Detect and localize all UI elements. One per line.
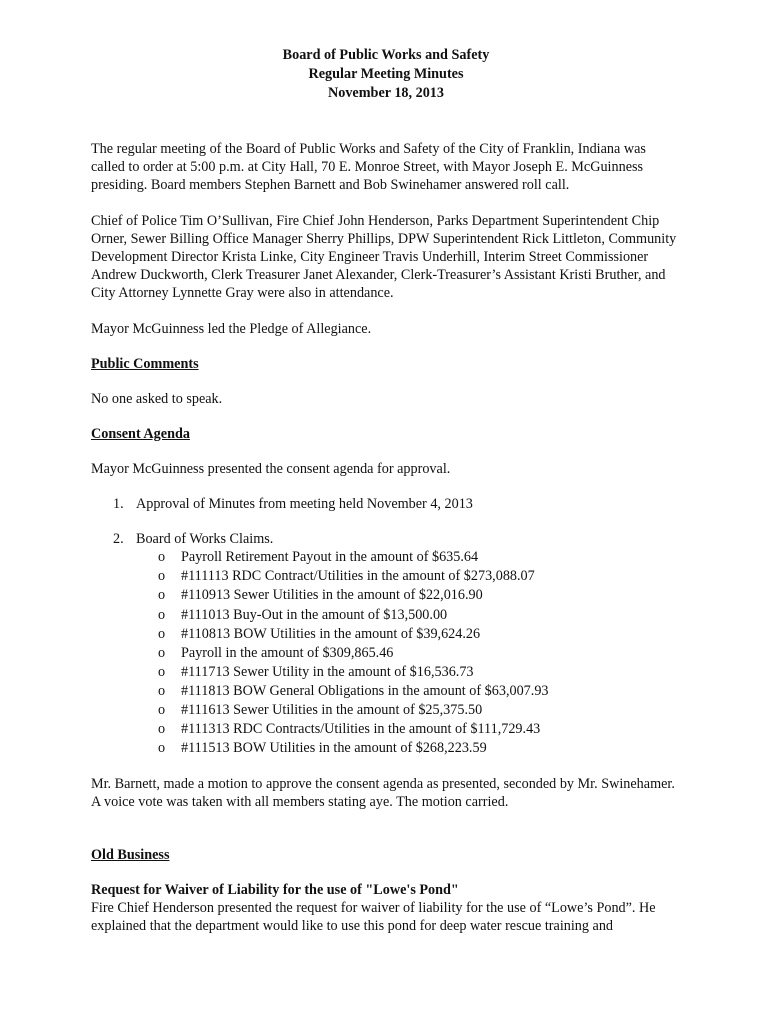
claims-list	[91, 548, 681, 758]
document-header	[91, 46, 681, 103]
bullet-icon: o	[158, 701, 166, 718]
claim-item: o #110913 Sewer Utilities in the amount of $22,016.90	[91, 586, 681, 605]
bullet-icon: o	[158, 644, 166, 661]
lowes-pond-subheading: Request for Waiver of Liability for the use of "Lowe's Pond"	[91, 881, 459, 898]
bullet-icon: o	[158, 682, 166, 699]
bullet-icon: o	[158, 625, 166, 642]
bullet-icon: o	[158, 606, 166, 623]
claim-item: o #111613 Sewer Utilities in the amount of $25,375.50	[91, 701, 681, 720]
attendance-paragraph: Chief of Police Tim O’Sullivan, Fire Chief John Henderson, Parks Department Superintendent Chip Orner, Sewer Billing Office Manager Sherry Phillips, DPW Superintendent Rick Littleton, Community Development Director Krista Linke, City Engineer Travis Underhill, Interim Street Commissioner Andrew Duckworth, Clerk Treasurer Janet Alexander, Clerk-Treasurer’s Assistant Kristi Bruther, and City Attorney Lynnette Gray were also in attendance.	[91, 212, 677, 302]
public-comments-heading: Public Comments	[91, 355, 199, 372]
document-page	[91, 46, 681, 935]
public-comments-text: No one asked to speak.	[91, 390, 223, 407]
bullet-icon: o	[158, 568, 166, 585]
claim-item: o #111513 BOW Utilities in the amount of $268,223.59	[91, 739, 681, 758]
consent-agenda-heading: Consent Agenda	[91, 426, 190, 443]
motion-paragraph: Mr. Barnett, made a motion to approve the consent agenda as presented, seconded by Mr. Swinehamer. A voice vote was taken with all members stating aye. The motion carried.	[91, 776, 675, 811]
intro-paragraph: The regular meeting of the Board of Public Works and Safety of the City of Franklin, Indiana was called to order at 5:00 p.m. at City Hall, 70 E. Monroe Street, with Mayor Joseph E. McGuinness presiding. Board members Stephen Barnett and Bob Swinehamer answered roll call.	[91, 141, 646, 194]
pledge-paragraph: Mayor McGuinness led the Pledge of Allegiance.	[91, 320, 372, 337]
claim-item: o #111313 RDC Contracts/Utilities in the amount of $111,729.43	[91, 720, 681, 739]
claim-item: o Payroll Retirement Payout in the amount of $635.64	[91, 548, 681, 567]
bullet-icon: o	[158, 587, 166, 604]
list-item	[91, 530, 681, 548]
bullet-icon: o	[158, 740, 166, 757]
list-item-number: 2.	[113, 531, 124, 548]
old-business-heading: Old Business	[91, 846, 170, 863]
list-item-number: 1.	[113, 496, 124, 513]
bullet-icon: o	[158, 663, 166, 680]
consent-agenda-list	[91, 495, 681, 548]
claim-item: o #111013 Buy-Out in the amount of $13,500.00	[91, 606, 681, 625]
claim-item: o #110813 BOW Utilities in the amount of $39,624.26	[91, 625, 681, 644]
bullet-icon: o	[158, 549, 166, 566]
header-date: November 18, 2013	[328, 85, 444, 101]
header-subtitle: Regular Meeting Minutes	[308, 66, 464, 82]
bullet-icon: o	[158, 721, 166, 738]
list-item-text: Approval of Minutes from meeting held November 4, 2013	[136, 496, 473, 513]
list-item-text: Board of Works Claims.	[136, 531, 274, 548]
claim-item: o #111813 BOW General Obligations in the amount of $63,007.93	[91, 682, 681, 701]
list-item	[91, 495, 681, 513]
consent-agenda-intro: Mayor McGuinness presented the consent agenda for approval.	[91, 461, 451, 478]
claim-item: o Payroll in the amount of $309,865.46	[91, 644, 681, 663]
lowes-pond-text: Fire Chief Henderson presented the request for waiver of liability for the use of “Lowe’s Pond”. He explained that the department would like to use this pond for deep water rescue training and	[91, 899, 656, 934]
claim-item: o #111713 Sewer Utility in the amount of $16,536.73	[91, 663, 681, 682]
header-title: Board of Public Works and Safety	[282, 47, 490, 63]
claim-item: o #111113 RDC Contract/Utilities in the amount of $273,088.07	[91, 567, 681, 586]
